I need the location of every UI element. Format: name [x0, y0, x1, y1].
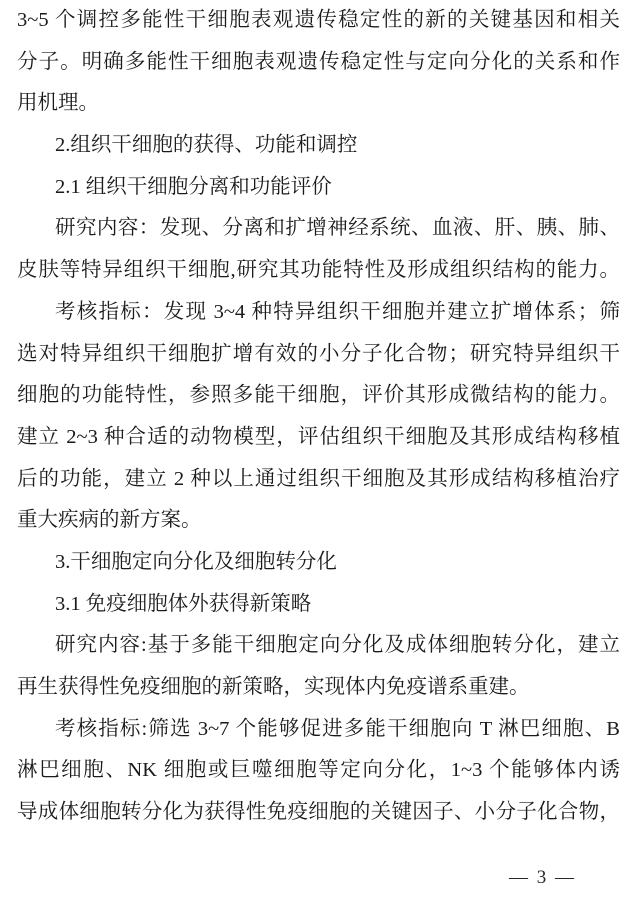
document-body	[17, 0, 620, 834]
text-line: 3~5 个调控多能性干细胞表观遗传稳定性的新的关键基因和相关	[17, 9, 620, 31]
text-line: 导成体细胞转分化为获得性免疫细胞的关键因子、小分子化合物，	[17, 801, 620, 824]
text-line: 皮肤等特异组织干细胞,研究其功能特性及形成组织结构的能力。	[17, 259, 620, 282]
section-heading: 2.组织干细胞的获得、功能和调控	[55, 134, 358, 157]
text-line: 分子。明确多能性干细胞表观遗传稳定性与定向分化的关系和作	[17, 50, 620, 73]
text-line: 后的功能，建立 2 种以上通过组织干细胞及其形成结构移植治疗	[17, 467, 620, 490]
text-line: 考核指标：发现 3~4 种特异组织干细胞并建立扩增体系；筛	[55, 300, 620, 323]
text-line: 细胞的功能特性，参照多能干细胞，评价其形成微结构的能力。	[17, 384, 620, 407]
text-line: 选对特异组织干细胞扩增有效的小分子化合物；研究特异组织干	[17, 342, 620, 365]
text-line: 再生获得性免疫细胞的新策略，实现体内免疫谱系重建。	[17, 676, 530, 698]
text-line: 用机理。	[17, 92, 99, 115]
text-line: 研究内容:基于多能干细胞定向分化及成体细胞转分化，建立	[55, 634, 620, 657]
text-line: 淋巴细胞、NK 细胞或巨噬细胞等定向分化，1~3 个能够体内诱	[17, 759, 620, 782]
text-line: 重大疾病的新方案。	[17, 509, 202, 532]
text-line: 考核指标:筛选 3~7 个能够促进多能干细胞向 T 淋巴细胞、B	[55, 717, 620, 740]
page-number: — 3 —	[509, 867, 576, 888]
section-heading: 3.1 免疫细胞体外获得新策略	[55, 592, 312, 615]
section-heading: 2.1 组织干细胞分离和功能评价	[55, 175, 332, 198]
section-heading: 3.干细胞定向分化及细胞转分化	[55, 550, 337, 573]
text-line: 研究内容：发现、分离和扩增神经系统、血液、肝、胰、肺、	[55, 217, 620, 240]
text-line: 建立 2~3 种合适的动物模型，评估组织干细胞及其形成结构移植	[17, 425, 620, 448]
